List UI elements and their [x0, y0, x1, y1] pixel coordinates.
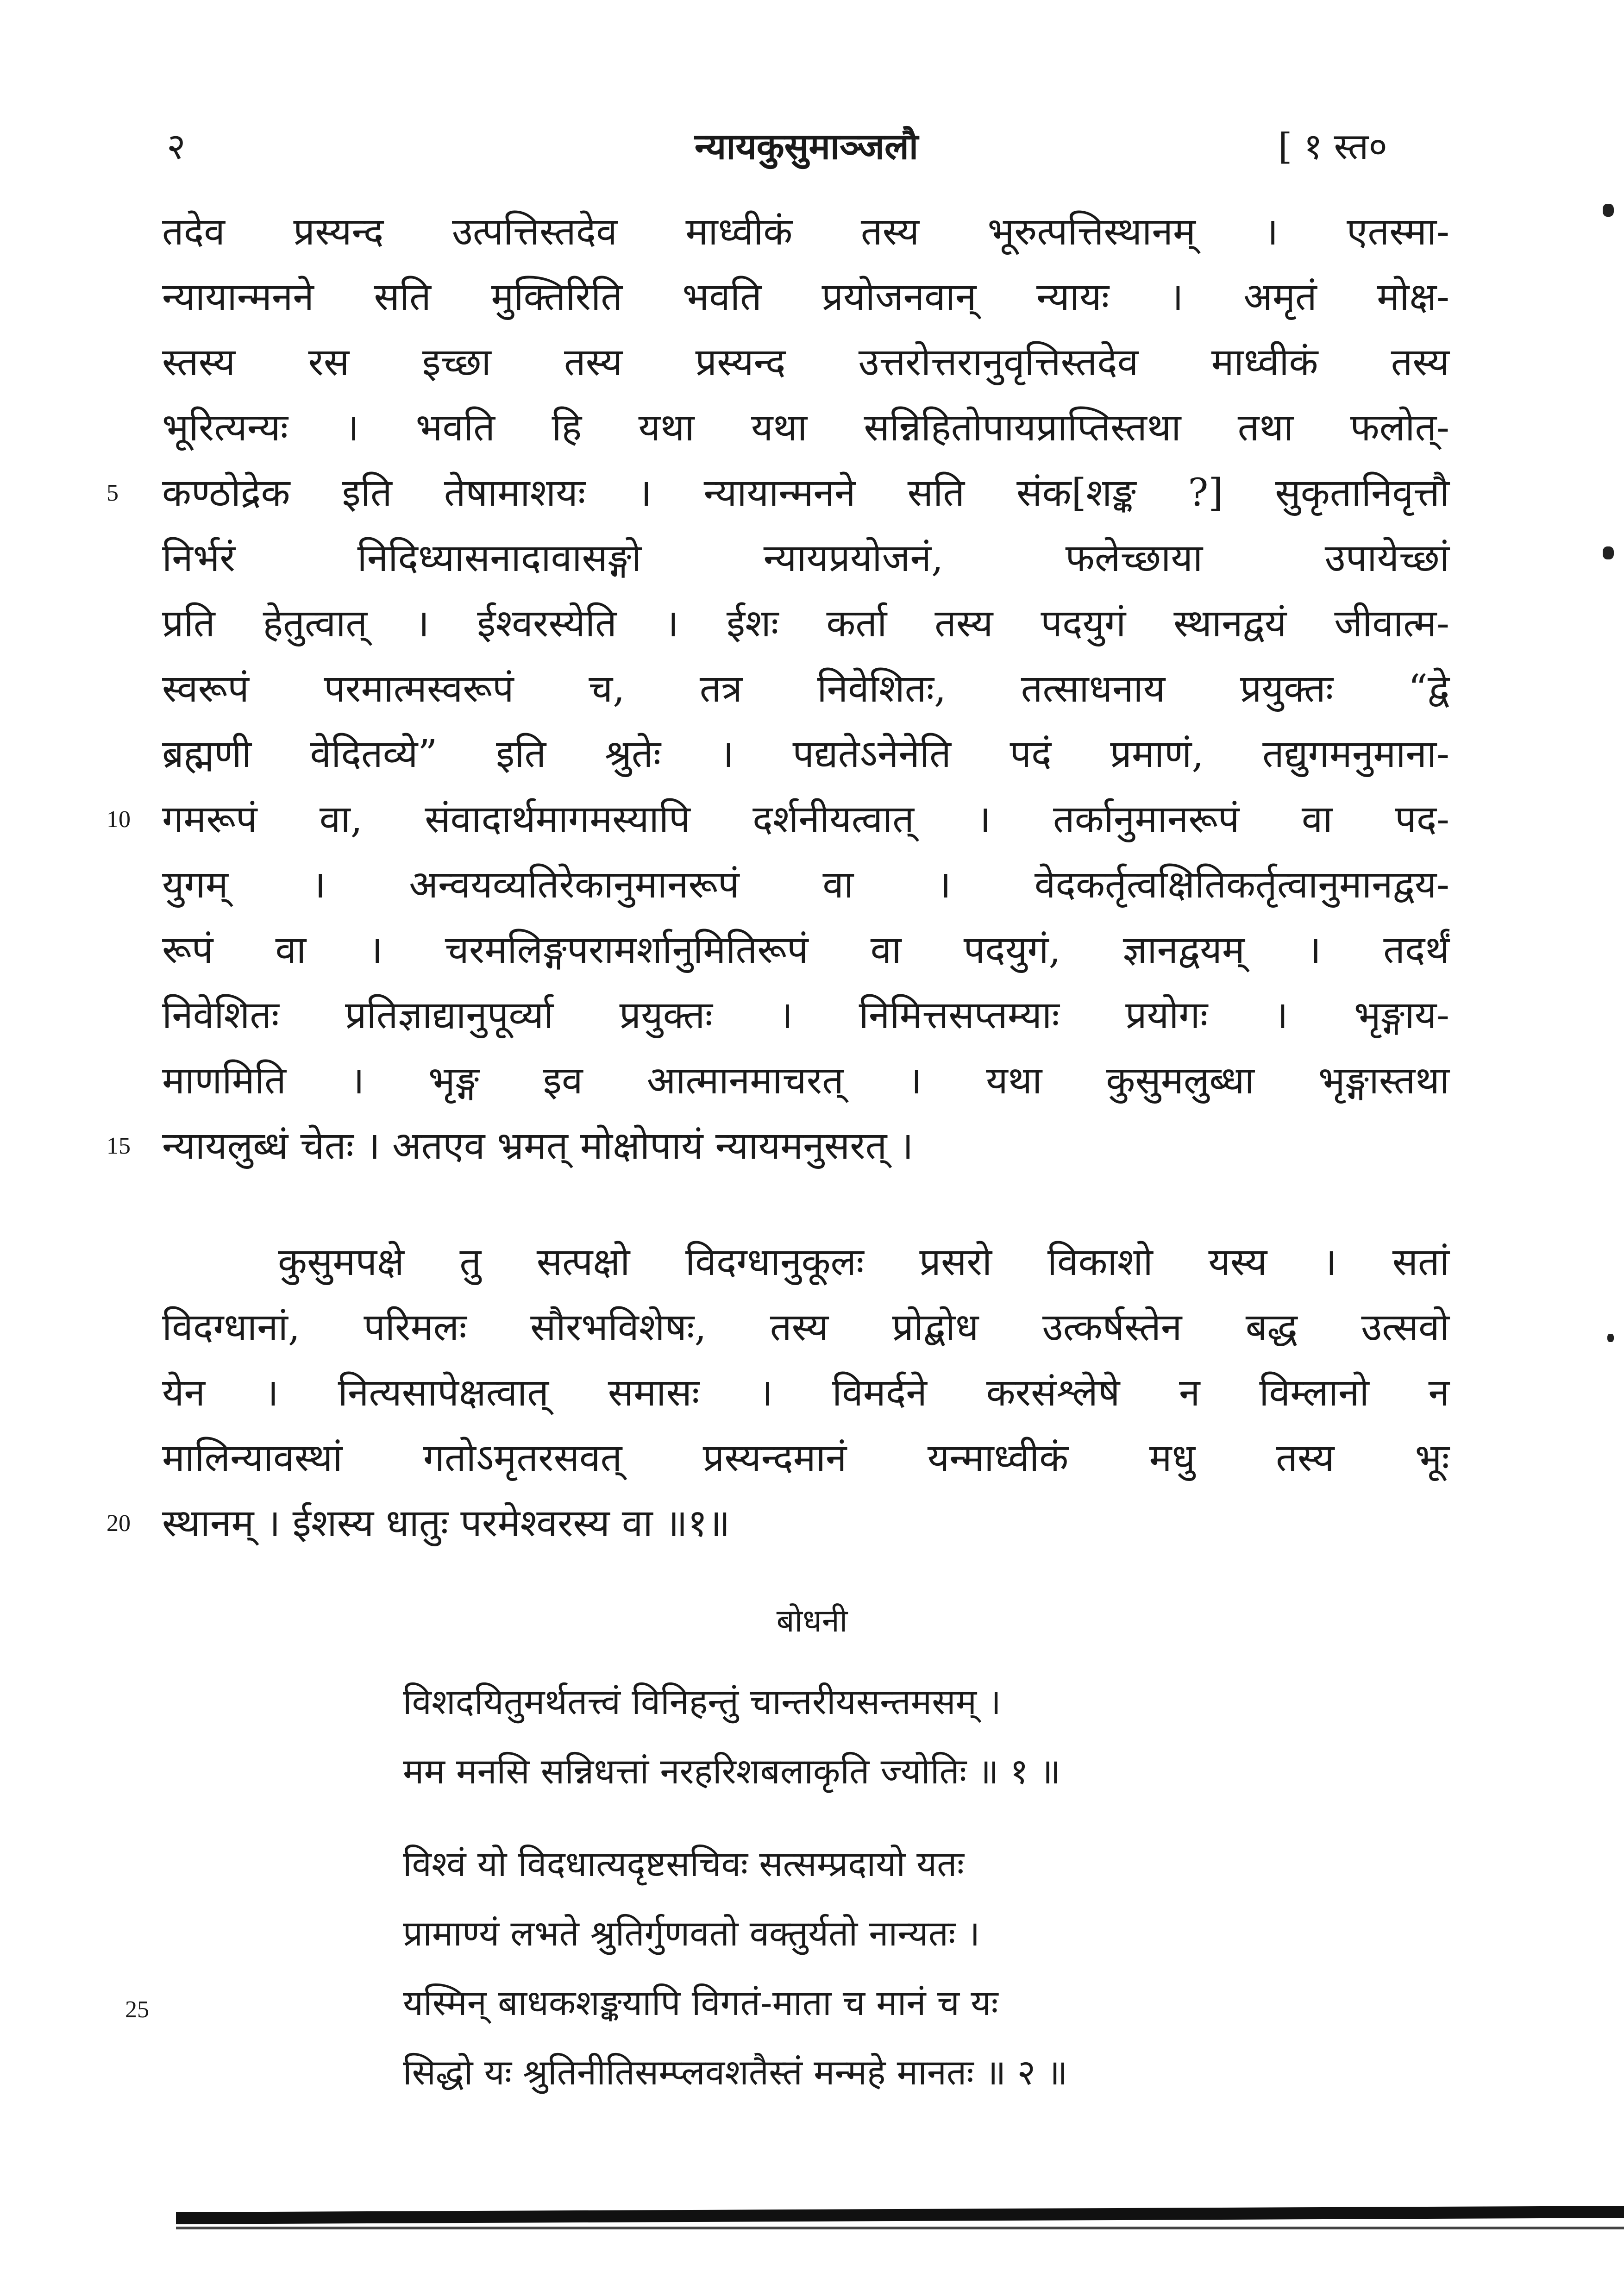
text-line-20	[107, 1491, 1449, 1556]
verse-line: प्रामाण्यं लभते श्रुतिर्गुणवतो वक्तुर्यतो नान्यतः ।	[403, 1913, 980, 1954]
commentary-text	[107, 199, 1449, 1556]
text-line-content: स्थानम् । ईशस्य धातुः परमेश्वरस्य वा ॥१॥	[162, 1501, 730, 1545]
page-number: २	[167, 126, 186, 168]
line-number: 20	[107, 1510, 131, 1537]
line-number: 10	[107, 806, 131, 833]
text-line-content: गमरूपं वा, संवादार्थमागमस्यापि दर्शनीयत्वात् । तर्कानुमानरूपं वा पद-	[162, 797, 1449, 841]
section-marker: [ १ स्त०	[1278, 126, 1387, 168]
text-line: येन । नित्यसापेक्षत्वात् समासः । विमर्दने करसंश्लेषे न विम्लानो न	[162, 1371, 1449, 1415]
text-line-15	[107, 1113, 1449, 1179]
text-line: प्रति हेतुत्वात् । ईश्वरस्येति । ईशः कर्ता तस्य पदयुगं स्थानद्वयं जीवात्म-	[162, 602, 1449, 646]
text-line: कुसुमपक्षे तु सत्पक्षो विदग्धानुकूलः प्रसरो विकाशो यस्य । सतां	[278, 1240, 1449, 1284]
running-title: न्यायकुसुमाञ्जलौ	[695, 126, 919, 168]
text-line: स्वरूपं परमात्मस्वरूपं च, तत्र निवेशितः, तत्साधनाय प्रयुक्तः “द्वे	[162, 667, 1449, 711]
paragraph-gap	[162, 1179, 1449, 1230]
text-line: मालिन्यावस्थां गतोऽमृतरसवत् प्रस्यन्दमानं यन्माध्वीकं मधु तस्य भूः	[162, 1436, 1449, 1480]
text-line: स्तस्य रस इच्छा तस्य प्रस्यन्द उत्तरोत्तरानुवृत्तिस्तदेव माध्वीकं तस्य	[162, 340, 1449, 384]
text-line: विदग्धानां, परिमलः सौरभविशेषः, तस्य प्रोद्बोध उत्कर्षस्तेन बद्ध उत्सवो	[162, 1305, 1449, 1349]
text-line: न्यायान्मनने सति मुक्तिरिति भवति प्रयोजनवान् न्यायः । अमृतं मोक्ष-	[162, 275, 1449, 319]
bodhani-heading: बोधनी	[776, 1603, 848, 1639]
bottom-rule	[176, 2206, 1624, 2224]
verse-line: विश्वं यो विदधात्यदृष्टसचिवः सत्सम्प्रदायो यतः	[403, 1843, 964, 1884]
verse-line: विशदयितुमर्थतत्त्वं विनिहन्तुं चान्तरीयसन्तमसम् ।	[403, 1681, 1002, 1722]
scan-edge-mark	[1607, 1334, 1614, 1342]
text-line: रूपं वा । चरमलिङ्गपरामर्शानुमितिरूपं वा पदयुगं, ज्ञानद्वयम् । तदर्थं	[162, 928, 1449, 972]
line-number: 5	[107, 480, 119, 506]
verse-line: सिद्धो यः श्रुतिनीतिसम्प्लवशतैस्तं मन्महे मानतः ॥ २ ॥	[403, 2052, 1068, 2093]
verse-1	[403, 1667, 1329, 1806]
line-number: 15	[107, 1133, 131, 1159]
scan-edge-mark	[1603, 546, 1614, 559]
scan-edge-mark	[1603, 204, 1614, 217]
text-line-10	[107, 787, 1449, 852]
text-line: ब्रह्मणी वेदितव्ये” इति श्रुतेः । पद्यतेऽनेनेति पदं प्रमाणं, तद्युगमनुमाना-	[162, 732, 1449, 776]
verse-line: मम मनसि सन्निधत्तां नरहरिशबलाकृति ज्योतिः ॥ १ ॥	[403, 1751, 1061, 1792]
verse-2	[403, 1829, 1329, 2107]
text-line: माणमिति । भृङ्ग इव आत्मानमाचरत् । यथा कुसुमलुब्धा भृङ्गास्तथा	[162, 1059, 1449, 1103]
verse-line: यस्मिन् बाधकशङ्कयापि विगतं-माता च मानं च यः	[403, 1982, 998, 2023]
line-number-25: 25	[125, 1996, 149, 2023]
text-line: युगम् । अन्वयव्यतिरेकानुमानरूपं वा । वेदकर्तृत्वक्षितिकर्तृत्वानुमानद्वय-	[162, 863, 1449, 907]
page-header	[0, 116, 1624, 171]
text-line: तदेव प्रस्यन्द उत्पत्तिस्तदेव माध्वीकं तस्य भूरुत्पत्तिस्थानम् । एतस्मा-	[162, 210, 1449, 254]
bottom-rule-thin	[176, 2227, 1624, 2229]
text-line-content: कण्ठोद्रेक इति तेषामाशयः । न्यायान्मनने सति संक[शङ्क ?] सुकृतानिवृत्तौ	[162, 471, 1449, 515]
text-line-content: न्यायलुब्धं चेतः । अतएव भ्रमत् मोक्षोपायं न्यायमनुसरत् ।	[162, 1124, 914, 1168]
text-line: निवेशितः प्रतिज्ञाद्यानुपूर्व्या प्रयुक्तः । निमित्तसप्तम्याः प्रयोगः । भृङ्गाय-	[162, 993, 1449, 1037]
text-line: निर्भरं निदिध्यासनादावासङ्गो न्यायप्रयोजनं, फलेच्छाया उपायेच्छां	[162, 536, 1449, 580]
text-line: भूरित्यन्यः । भवति हि यथा यथा सन्निहितोपायप्राप्तिस्तथा तथा फलोत्-	[162, 406, 1449, 450]
text-line-5	[107, 460, 1449, 526]
